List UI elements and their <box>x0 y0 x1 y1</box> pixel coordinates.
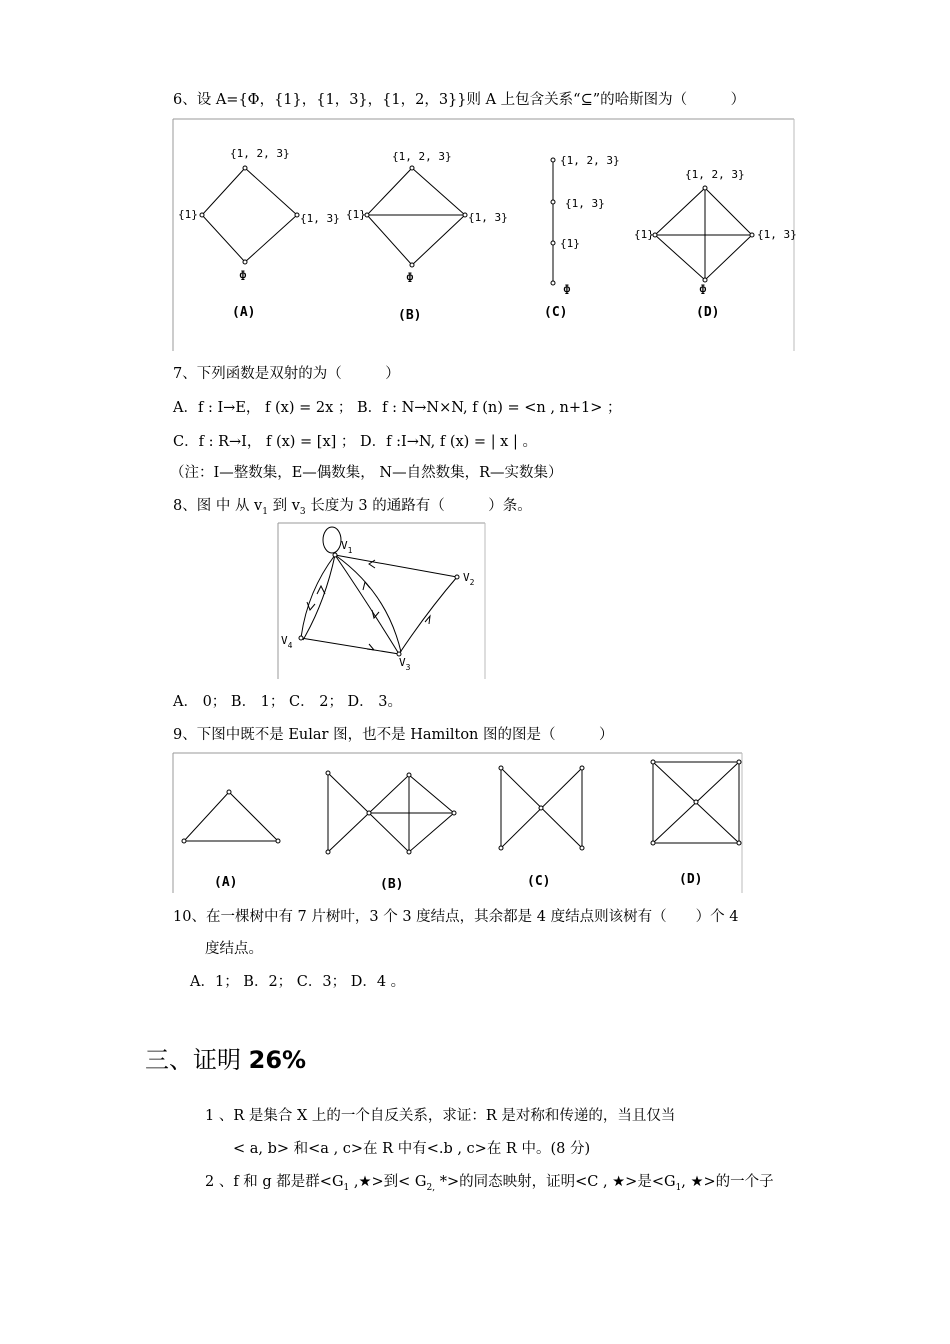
q6-text: 6、设 A={Φ，{1}，{1，3}，{1，2，3}}则 A 上包含关系“⊆”的哈斯图为（ ） <box>173 92 746 108</box>
diagram-a <box>200 166 299 264</box>
q10-options: A．1； B．2； C．3； D．4 。 <box>190 974 406 990</box>
v2-label: $V_2$ <box>463 571 475 587</box>
b-label-123: {1, 2, 3} <box>392 150 452 163</box>
q8-text-mid: 到 v <box>267 498 300 514</box>
edge-v1-v2 <box>335 555 457 577</box>
a-label-13: {1, 3} <box>300 212 340 225</box>
q9-graphs-figure <box>172 752 746 894</box>
proof-1-text-cont: < a, b> 和<a , c>在 R 中有<.b , c>在 R 中。(8 分) <box>233 1141 591 1157</box>
a-label-123: {1, 2, 3} <box>230 147 290 160</box>
q9-caption-a: (A) <box>214 875 238 890</box>
a-label-1: {1} <box>178 208 198 221</box>
caption-a: (A) <box>232 305 256 320</box>
q9-caption-b: (B) <box>380 877 404 892</box>
proof-2-part-d: , ★>的一个子 <box>681 1174 774 1190</box>
q9-caption-d: (D) <box>679 872 703 887</box>
q7-options-ab: A．f : I→E， f (x) = 2x ； B．f : N→N×N, f (n) = <n , n+1> ； <box>173 400 622 416</box>
v4-label: $V_4$ <box>281 634 293 650</box>
q8-digraph-figure <box>277 522 489 680</box>
q8-options: A． 0； B． 1； C． 2； D． 3。 <box>173 694 403 710</box>
q8-sub-3: 3 <box>299 506 306 517</box>
proof-2-part-a: 2 、f 和 g 都是群<G <box>205 1174 344 1190</box>
edge-v4-v3 <box>301 638 399 654</box>
edge-v1-v4-b <box>303 555 335 640</box>
q10-text-cont: 度结点。 <box>205 941 263 957</box>
graph-d <box>651 760 741 845</box>
graph-b <box>326 771 456 854</box>
q10-text: 10、在一棵树中有 7 片树叶，3 个 3 度结点，其余都是 4 度结点则该树有（ ）个 4 <box>173 909 739 925</box>
section-3-title: 三、证明 <box>145 1046 241 1074</box>
q8-text-pre: 8、图 中 从 v <box>173 498 263 514</box>
proof-1-text: 1 、R 是集合 X 上的一个自反关系，求证：R 是对称和传递的，当且仅当 <box>205 1108 676 1124</box>
c-label-13: {1, 3} <box>565 197 605 210</box>
q9-text: 9、下图中既不是 Eular 图，也不是 Hamilton 图的图是（ ） <box>173 727 614 743</box>
c-label-phi: Φ <box>563 283 571 298</box>
diagram-c <box>551 158 555 285</box>
proof-2-part-c: *>的同态映射，证明<C , ★>是<G <box>435 1174 676 1190</box>
proof-2-sub-b: 2, <box>426 1182 436 1193</box>
edge-v3-v2 <box>399 577 457 654</box>
caption-d: (D) <box>696 305 720 320</box>
edge-v1-v3-a <box>335 555 399 654</box>
diagram-d <box>653 186 754 282</box>
b-label-phi: Φ <box>406 271 414 286</box>
section-3-heading <box>145 1040 306 1075</box>
d-label-13: {1, 3} <box>757 228 797 241</box>
proof-2-part-b: ,★>到< G <box>349 1174 427 1190</box>
section-3-score: 26% <box>248 1046 307 1074</box>
q7-options-cd: C．f : R→I， f (x) = [x] ； D．f :I→N, f (x) = | x | 。 <box>173 434 537 450</box>
d-label-1: {1} <box>634 228 654 241</box>
graph-a <box>182 790 280 843</box>
caption-b: (B) <box>398 308 422 323</box>
v3-label: $V_3$ <box>399 656 411 672</box>
q6-hasse-figure <box>172 118 798 352</box>
c-label-1: {1} <box>560 237 580 250</box>
diagram-b <box>365 166 467 267</box>
proof-2-sub-c: 1 <box>675 1182 682 1193</box>
proof-2-text <box>205 1170 774 1193</box>
b-label-1: {1} <box>346 208 366 221</box>
graph-c <box>499 766 584 850</box>
b-label-13: {1, 3} <box>468 211 508 224</box>
d-label-123: {1, 2, 3} <box>685 168 745 181</box>
q8-sub-1: 1 <box>262 506 268 517</box>
q7-text: 7、下列函数是双射的为（ ） <box>173 366 400 382</box>
loop-v1 <box>323 527 341 553</box>
q8-text-post: 长度为 3 的通路有（ ）条。 <box>305 498 532 514</box>
proof-2-sub-a: 1 <box>343 1182 350 1193</box>
v1-label: $V_1$ <box>341 539 353 555</box>
d-label-phi: Φ <box>699 283 707 298</box>
caption-c: (C) <box>544 305 568 320</box>
c-label-123: {1, 2, 3} <box>560 154 620 167</box>
q9-caption-c: (C) <box>527 874 551 889</box>
edge-v1-v4-a <box>301 555 335 638</box>
q8-text <box>173 494 532 517</box>
q7-note: （注：I—整数集，E—偶数集， N—自然数集，R—实数集） <box>170 465 563 481</box>
a-label-phi: Φ <box>239 269 247 284</box>
